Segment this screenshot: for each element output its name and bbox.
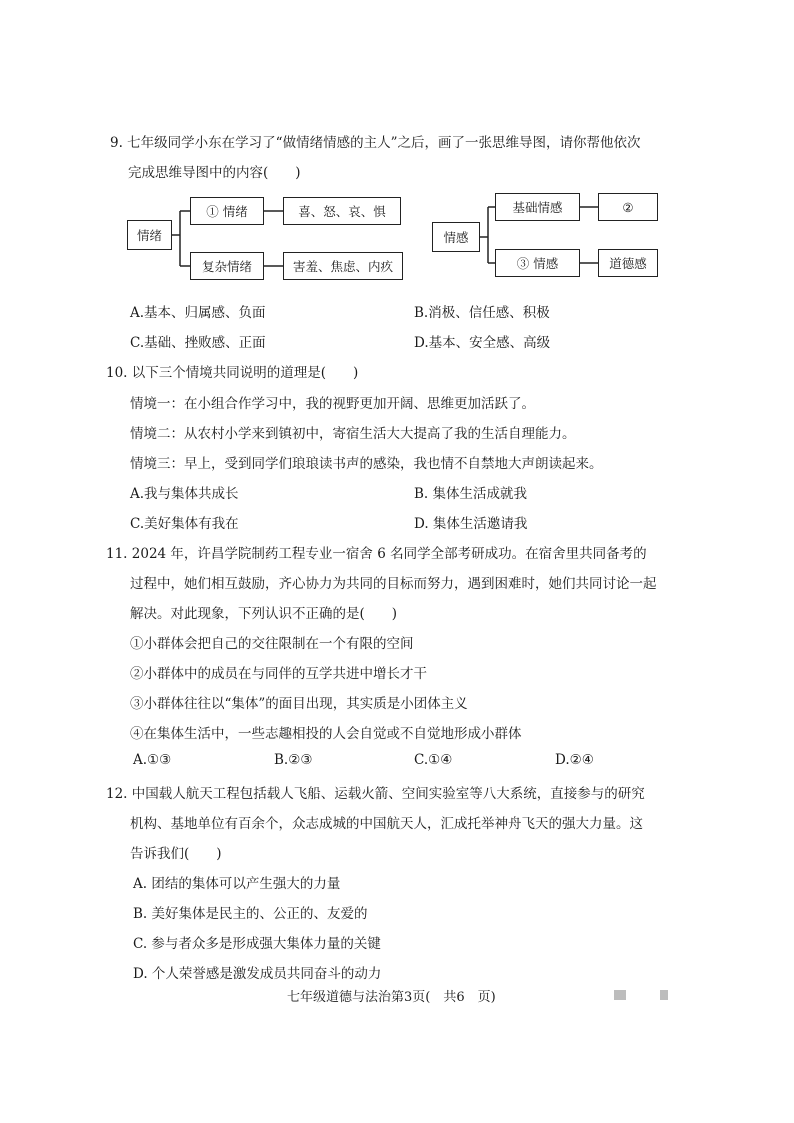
q10-stem: 10. 以下三个情境共同说明的道理是( ) (106, 365, 359, 381)
q9-stem-line2: 完成思维导图中的内容( ) (128, 165, 301, 181)
page-footer: 七年级道德与法治第3页( 共6 页) (287, 990, 496, 1005)
q12-option-a: A. 团结的集体可以产生强大的力量 (133, 876, 341, 892)
q11-option-b: B.②③ (274, 752, 313, 768)
q11-option-d: D.②④ (555, 752, 594, 768)
q12-option-d: D. 个人荣誉感是激发成员共同奋斗的动力 (133, 966, 382, 982)
q12-stem-line3: 告诉我们( ) (130, 846, 222, 862)
map2-branch2-leaf: 道德感 (598, 249, 658, 277)
q9-option-b: B.消极、信任感、积极 (414, 305, 550, 321)
q11-option-a: A.①③ (133, 752, 172, 768)
map1-branch1-leaf: 喜、怒、哀、惧 (283, 197, 401, 225)
q9-option-c: C.基础、挫败感、正面 (130, 335, 266, 351)
q10-option-a: A.我与集体共成长 (130, 486, 239, 502)
map1-branch1-node: ① 情绪 (190, 197, 264, 225)
q10-option-c: C.美好集体有我在 (130, 516, 239, 532)
q11-item-4: ④在集体生活中，一些志趣相投的人会自觉或不自觉地形成小群体 (130, 726, 522, 742)
q11-stem-line1: 11. 2024 年，许昌学院制药工程专业一宿舍 6 名同学全部考研成功。在宿舍里共同备考的 (106, 546, 647, 562)
q12-stem-line2: 机构、基地单位有百余个，众志成城的中国航天人，汇成托举神舟飞天的强大力量。这 (130, 816, 643, 832)
q10-scenario-3: 情境三：早上，受到同学们琅琅读书声的感染，我也情不自禁地大声朗读起来。 (130, 456, 603, 472)
q9-stem-line1: 9. 七年级同学小东在学习了“做情绪情感的主人”之后，画了一张思维导图，请你帮他依次 (110, 135, 641, 151)
q11-option-c: C.①④ (414, 752, 453, 768)
q10-scenario-1: 情境一：在小组合作学习中，我的视野更加开阔、思维更加活跃了。 (130, 396, 535, 412)
q11-item-1: ①小群体会把自己的交往限制在一个有限的空间 (130, 636, 414, 652)
q9-option-d: D.基本、安全感、高级 (414, 335, 551, 351)
q10-option-b: B. 集体生活成就我 (414, 486, 528, 502)
q11-stem-line3: 解决。对此现象，下列认识不正确的是( ) (130, 606, 398, 622)
q10-option-d: D. 集体生活邀请我 (414, 516, 528, 532)
map2-root-node: 情感 (432, 222, 480, 252)
q12-stem-line1: 12. 中国载人航天工程包括载人飞船、运载火箭、空间实验室等八大系统，直接参与的研究 (106, 786, 645, 802)
map1-branch2-node: 复杂情绪 (190, 252, 264, 280)
map1-root-node: 情绪 (127, 220, 172, 250)
q11-stem-line2: 过程中，她们相互鼓励，齐心协力为共同的目标而努力，遇到困难时，她们共同讨论一起 (130, 576, 657, 592)
q9-option-a: A.基本、归属感、负面 (130, 305, 266, 321)
map1-branch2-leaf: 害羞、焦虑、内疚 (283, 252, 403, 280)
map2-branch1-leaf: ② (598, 193, 658, 221)
map2-branch1-node: 基础情感 (495, 193, 580, 221)
map2-branch2-node: ③ 情感 (495, 249, 580, 277)
q11-item-3: ③小群体往往以“集体”的面目出现，其实质是小团体主义 (130, 696, 468, 712)
scan-mark (614, 990, 626, 1000)
q12-option-b: B. 美好集体是民主的、公正的、友爱的 (133, 906, 368, 922)
q10-scenario-2: 情境二：从农村小学来到镇初中，寄宿生活大大提高了我的生活自理能力。 (130, 426, 576, 442)
q12-option-c: C. 参与者众多是形成强大集体力量的关键 (133, 936, 381, 952)
scan-mark (660, 990, 668, 1000)
q11-item-2: ②小群体中的成员在与同伴的互学共进中增长才干 (130, 666, 427, 682)
